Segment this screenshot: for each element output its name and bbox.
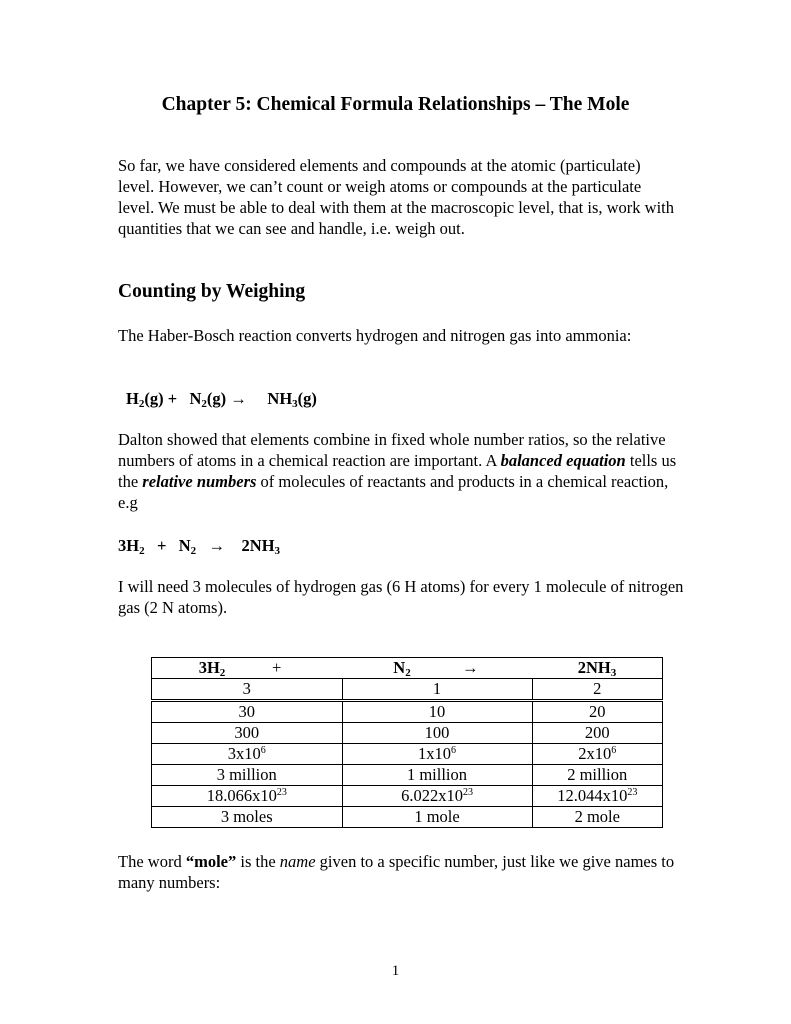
term-name: name	[279, 852, 316, 871]
header-n2: $N_2$	[393, 658, 411, 679]
haber-bosch-paragraph: The Haber-Bosch reaction converts hydrogen and nitrogen gas into ammonia:	[118, 326, 632, 345]
header-h2: $3H_2$	[198, 658, 226, 679]
table-row: $18.066x10^{23}$ $6.022x10^{23}$ $12.044x10^{23}$	[152, 786, 663, 807]
section-heading: Counting by Weighing	[118, 281, 306, 302]
page-number: 1	[391, 963, 400, 979]
mole-ratio-table	[151, 657, 663, 828]
table-row: $3x10^6$ $1x10^6$ $2x10^6$	[152, 744, 663, 765]
table-row: 3 moles 1 mole 2 mole	[152, 807, 663, 828]
molecules-paragraph: I will need 3 molecules of hydrogen gas (6 H atoms) for every 1 molecule of nitrogen gas (2 N atoms).	[118, 577, 684, 617]
page-title: Chapter 5: Chemical Formula Relationships – The Mole	[161, 94, 630, 115]
header-nh3: $2NH_3$	[532, 658, 663, 679]
header-plus: +	[272, 658, 282, 677]
intro-paragraph: So far, we have considered elements and compounds at the atomic (particulate) level. However, we can’t count or weigh atoms or compounds at the particulate level. We must be able to deal with them at the macroscopic level, that is, work with quantities that we can see and handle, i.e. weigh out.	[118, 156, 675, 238]
equation-balanced: $3H_2 + N_2$ → $2NH_3$	[118, 536, 281, 557]
header-arrow: →	[462, 658, 479, 677]
mole-paragraph: The word “mole” is the name given to a specific number, just like we give names to many numbers:	[118, 852, 675, 892]
term-mole: “mole”	[185, 852, 237, 871]
table-row: 3 million 1 million 2 million	[152, 765, 663, 786]
term-balanced-equation: balanced equation	[500, 451, 626, 470]
equation-unbalanced: $H_2(g) + N_2(g)$ → $NH_3(g)$	[126, 389, 317, 410]
dalton-paragraph: Dalton showed that elements combine in fixed whole number ratios, so the relative numbers of atoms in a chemical reaction are important. A balanced equation tells us the relative numbers of molecules of reactants and products in a chemical reaction, e.g	[118, 430, 677, 512]
term-relative-numbers: relative numbers	[142, 472, 257, 491]
table-row: 3 1 2	[152, 679, 663, 701]
table-header-row	[152, 658, 663, 679]
table-row: 30 10 20	[152, 701, 663, 723]
table-row: 300 100 200	[152, 723, 663, 744]
